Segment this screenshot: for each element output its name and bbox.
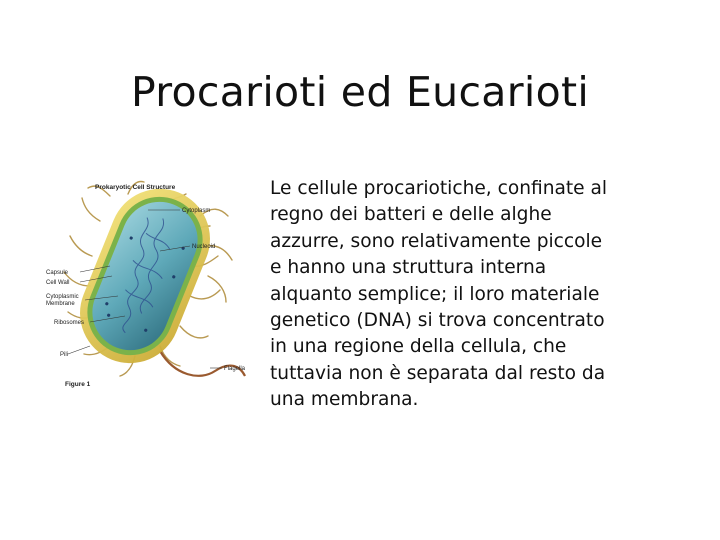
figure-heading: Prokaryotic Cell Structure bbox=[95, 184, 176, 191]
label-cytoplasmic-membrane-1: Cytoplasmic bbox=[46, 294, 79, 300]
capsule-layer bbox=[65, 176, 225, 378]
slide-body-text: Le cellule procariotiche, confinate al regno dei batteri e delle alghe azzurre, sono relativamente piccole e hanno una struttura interna alquanto semplice; il loro materiale genetico (DNA) si trova concentrato in una regione della cellula, che tuttavia non è separata dal resto da una membrana. bbox=[270, 178, 608, 411]
label-flagella: Flagella bbox=[224, 366, 246, 372]
slide-title: Procarioti ed Eucarioti bbox=[130, 68, 590, 116]
label-cell-wall: Cell Wall bbox=[46, 280, 70, 286]
label-nucleoid: Nucleoid bbox=[192, 244, 216, 250]
label-cytoplasmic-membrane-2: Membrane bbox=[46, 301, 75, 307]
prokaryotic-cell-figure bbox=[40, 176, 265, 396]
label-capsule: Capsule bbox=[46, 270, 69, 276]
label-pili: Pili bbox=[60, 352, 69, 358]
cell-diagram bbox=[40, 176, 265, 396]
label-cytoplasm: Cytoplasm bbox=[182, 208, 211, 214]
figure-caption: Figure 1 bbox=[65, 381, 91, 388]
label-ribosomes: Ribosomes bbox=[54, 320, 85, 326]
